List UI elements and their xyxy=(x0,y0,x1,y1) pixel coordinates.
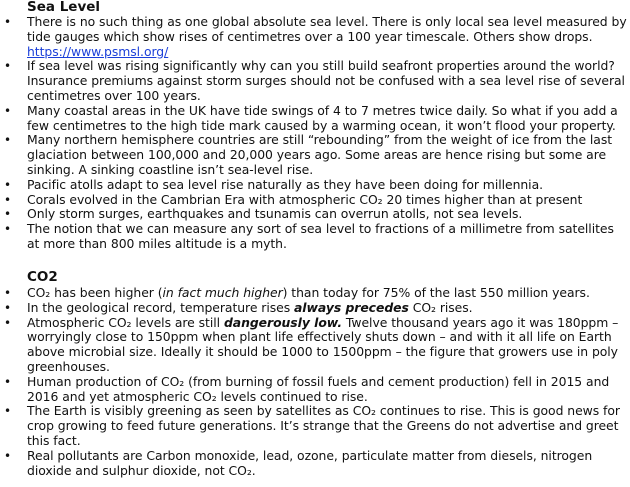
bullet-text: Atmospheric CO₂ levels are still xyxy=(27,314,224,330)
bullet-text: Twelve thousand years ago it was 180ppm – worryingly close to 150ppm when plant life effectively shuts down – and with it all life on Earth above microbial size. Ideally it should be 1000 to 1500ppm – the figure that growers use in poly greenhouses. xyxy=(27,314,619,374)
list-item: • Human production of CO₂ (from burning of fossil fuels and cement production) fell in 2015 and 2016 and yet atmospheric CO₂ levels continued to rise. xyxy=(0,375,628,405)
bullet-text: CO₂ has been higher ( xyxy=(27,285,163,300)
psmsl-link[interactable]: https://www.psmsl.org/ xyxy=(27,43,169,59)
list-item xyxy=(0,15,628,59)
emphasis-text: dangerously low. xyxy=(223,314,343,330)
bullet-text: In the geological record, temperature rises xyxy=(27,299,294,315)
list-item: • Pacific atolls adapt to sea level rise naturally as they have been doing for millennia. xyxy=(0,178,628,193)
emphasis-text: in fact much higher xyxy=(162,285,283,300)
co2-heading: CO2 xyxy=(27,269,58,285)
bullet-text: There is no such thing as one global absolute sea level. There is only local sea level measured by tide gauges which show rises of centimetres over a 100 year timescale. Others show drops. xyxy=(27,14,627,44)
list-item xyxy=(0,301,628,316)
sea-level-list xyxy=(0,15,628,252)
list-item: • Only storm surges, earthquakes and tsunamis can overrun atolls, not sea levels. xyxy=(0,207,628,222)
list-item: • Real pollutants are Carbon monoxide, lead, ozone, particulate matter from diesels, nitrogen dioxide and sulphur dioxide, not CO₂. xyxy=(0,449,628,479)
co2-list xyxy=(0,286,628,478)
bullet-text: ) than today for 75% of the last 550 million years. xyxy=(282,285,590,300)
list-item: • The notion that we can measure any sort of sea level to fractions of a millimetre from satellites at more than 800 miles altitude is a myth. xyxy=(0,222,628,252)
list-item: • Corals evolved in the Cambrian Era with atmospheric CO₂ 20 times higher than at present xyxy=(0,193,628,208)
bullet-text: CO₂ rises. xyxy=(408,299,473,315)
list-item xyxy=(0,316,628,375)
sea-level-heading: Sea Level xyxy=(27,0,101,15)
list-item: • The Earth is visibly greening as seen by satellites as CO₂ continues to rise. This is good news for crop growing to feed future generations. It’s strange that the Greens do not advertise and greet this fact. xyxy=(0,404,628,448)
list-item: • Many coastal areas in the UK have tide swings of 4 to 7 metres twice daily. So what if you add a few centimetres to the high tide mark caused by a warming ocean, it won’t flood your property. xyxy=(0,104,628,134)
list-item: • Many northern hemisphere countries are still “rebounding” from the weight of ice from the last glaciation between 100,000 and 20,000 years ago. Some areas are hence rising but some are sinking. A sinking coastline isn’t sea-level rise. xyxy=(0,133,628,177)
list-item xyxy=(0,286,628,301)
list-item: • If sea level was rising significantly why can you still build seafront properties around the world? Insurance premiums against storm surges should not be confused with a sea level rise of several centimetres over 100 years. xyxy=(0,59,628,103)
emphasis-text: always precedes xyxy=(294,299,409,315)
